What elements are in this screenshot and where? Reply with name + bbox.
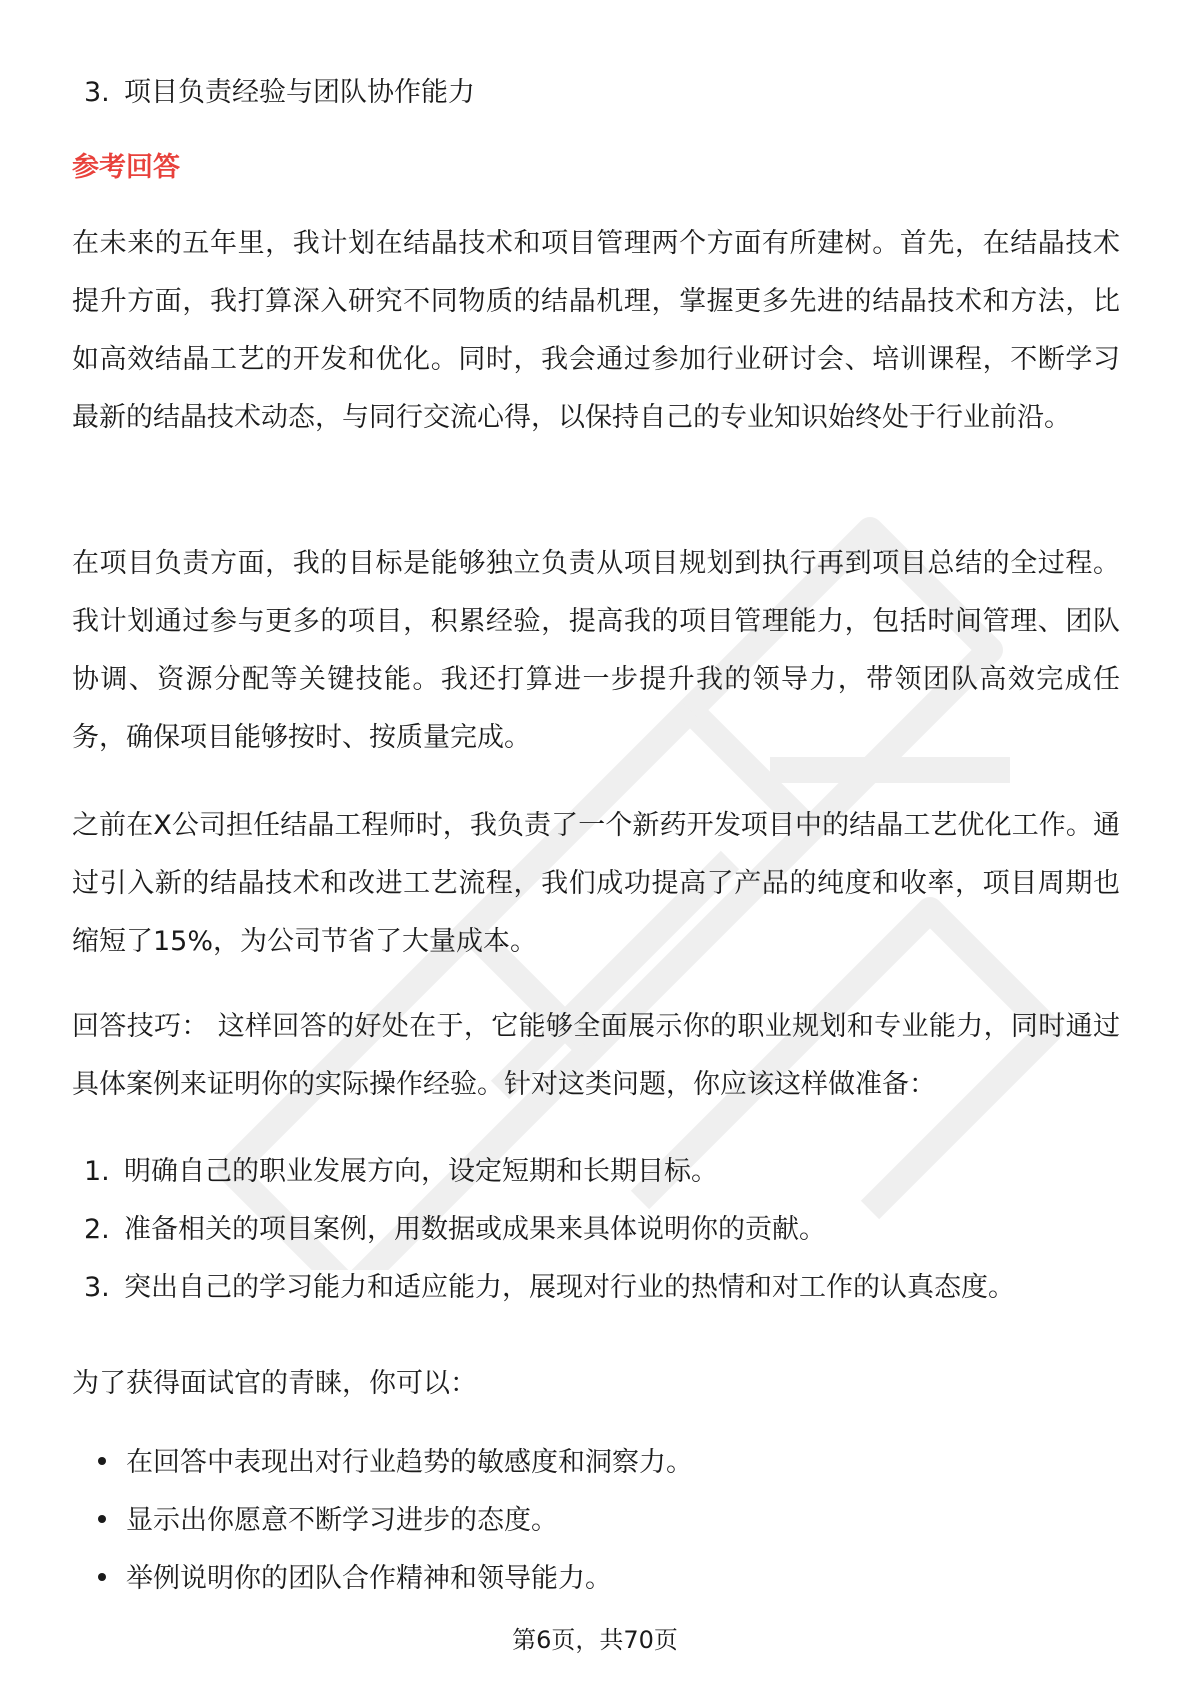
list-item-text: 准备相关的项目案例，用数据或成果来具体说明你的贡献。 bbox=[124, 1214, 826, 1245]
bullet-text: 显示出你愿意不断学习进步的态度。 bbox=[126, 1505, 558, 1536]
bullet-icon bbox=[98, 1573, 106, 1581]
bullet-text: 在回答中表现出对行业趋势的敏感度和洞察力。 bbox=[126, 1447, 693, 1478]
list-item bbox=[84, 1143, 1015, 1201]
bullet-item bbox=[98, 1550, 693, 1608]
list-number: 3. bbox=[84, 77, 110, 108]
question-list-item-3 bbox=[84, 73, 475, 113]
list-item-text: 突出自己的学习能力和适应能力，展现对行业的热情和对工作的认真态度。 bbox=[124, 1272, 1015, 1303]
answer-paragraph-3: 之前在X公司担任结晶工程师时，我负责了一个新药开发项目中的结晶工艺优化工作。通过引入新的结晶技术和改进工艺流程，我们成功提高了产品的纯度和收率，项目周期也缩短了15%，为公司节省了大量成本。 bbox=[72, 810, 1120, 957]
list-item bbox=[84, 1201, 1015, 1259]
reference-answer-heading: 参考回答 bbox=[72, 152, 180, 183]
answer-paragraph-1: 在未来的五年里，我计划在结晶技术和项目管理两个方面有所建树。首先，在结晶技术提升方面，我打算深入研究不同物质的结晶机理，掌握更多先进的结晶技术和方法，比如高效结晶工艺的开发和优化。同时，我会通过参加行业研讨会、培训课程，不断学习最新的结晶技术动态，与同行交流心得，以保持自己的专业知识始终处于行业前沿。 bbox=[72, 228, 1120, 433]
suggestion-bullet-list bbox=[98, 1434, 693, 1608]
answer-paragraph-2: 在项目负责方面，我的目标是能够独立负责从项目规划到执行再到项目总结的全过程。我计划通过参与更多的项目，积累经验，提高我的项目管理能力，包括时间管理、团队协调、资源分配等关键技能。我还打算进一步提升我的领导力，带领团队高效完成任务，确保项目能够按时、按质量完成。 bbox=[72, 548, 1120, 753]
page-footer: 第6页，共70页 bbox=[512, 1626, 678, 1654]
list-item-text: 明确自己的职业发展方向，设定短期和长期目标。 bbox=[124, 1156, 718, 1187]
bullet-icon bbox=[98, 1515, 106, 1523]
list-item bbox=[84, 1259, 1015, 1317]
bullet-text: 举例说明你的团队合作精神和领导能力。 bbox=[126, 1563, 612, 1594]
list-number: 3. bbox=[84, 1272, 110, 1303]
bullet-item bbox=[98, 1434, 693, 1492]
list-number: 2. bbox=[84, 1214, 110, 1245]
list-number: 1. bbox=[84, 1156, 110, 1187]
bullet-icon bbox=[98, 1457, 106, 1465]
preparation-list bbox=[84, 1143, 1015, 1317]
answer-tips-paragraph: 回答技巧： 这样回答的好处在于，它能够全面展示你的职业规划和专业能力，同时通过具体案例来证明你的实际操作经验。针对这类问题，你应该这样做准备： bbox=[72, 1011, 1120, 1100]
bullet-item bbox=[98, 1492, 693, 1550]
list-item-text: 项目负责经验与团队协作能力 bbox=[124, 77, 475, 108]
interviewer-favor-paragraph: 为了获得面试官的青睐，你可以： bbox=[72, 1368, 477, 1399]
